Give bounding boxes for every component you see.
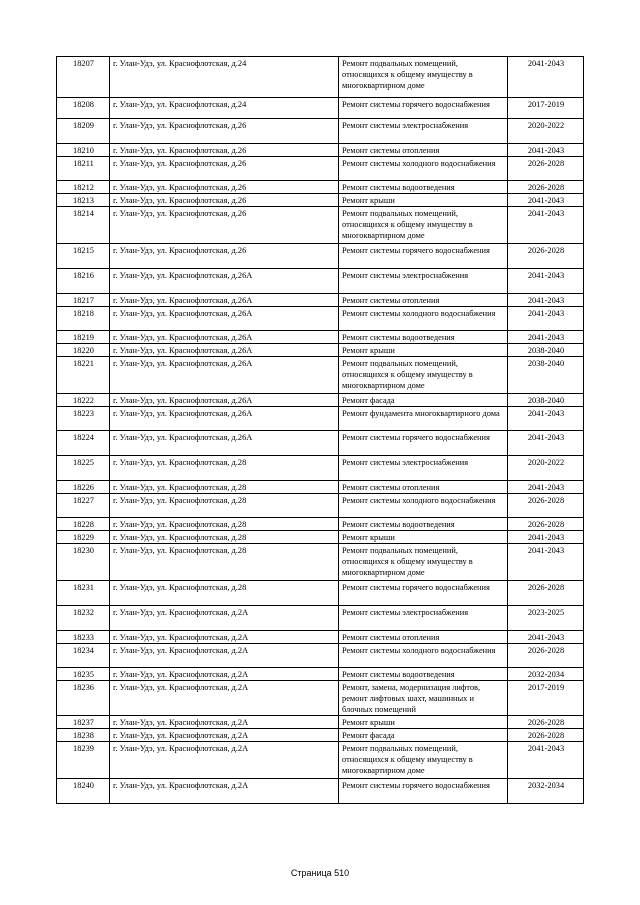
row-id-cell: 18225 (57, 456, 110, 481)
period-cell: 2017-2019 (508, 98, 584, 119)
row-id-cell: 18215 (57, 244, 110, 269)
table-row (57, 518, 584, 531)
work-type-cell: Ремонт крыши (339, 344, 508, 357)
work-type-cell: Ремонт системы горячего водоснабжения (339, 244, 508, 269)
row-id-cell: 18223 (57, 407, 110, 431)
table-row (57, 681, 584, 716)
table-row (57, 631, 584, 644)
table-row (57, 394, 584, 407)
table-row (57, 431, 584, 456)
row-id-cell: 18234 (57, 644, 110, 668)
table-row (57, 307, 584, 331)
period-cell: 2026-2028 (508, 181, 584, 194)
table-body (57, 57, 584, 804)
address-cell: г. Улан-Удэ, ул. Краснофлотская, д.26А (110, 431, 339, 456)
table-row (57, 779, 584, 804)
work-type-cell: Ремонт системы водоотведения (339, 331, 508, 344)
address-cell: г. Улан-Удэ, ул. Краснофлотская, д.28 (110, 544, 339, 581)
work-type-cell: Ремонт системы горячего водоснабжения (339, 581, 508, 606)
row-id-cell: 18219 (57, 331, 110, 344)
address-cell: г. Улан-Удэ, ул. Краснофлотская, д.24 (110, 98, 339, 119)
work-type-cell: Ремонт системы отопления (339, 294, 508, 307)
work-type-cell: Ремонт подвальных помещений, относящихся к общему имуществу в многоквартирном доме (339, 544, 508, 581)
table-row (57, 331, 584, 344)
table-row (57, 481, 584, 494)
table-row (57, 207, 584, 244)
table-row (57, 742, 584, 779)
table-row (57, 456, 584, 481)
address-cell: г. Улан-Удэ, ул. Краснофлотская, д.2А (110, 681, 339, 716)
work-type-cell: Ремонт системы отопления (339, 481, 508, 494)
row-id-cell: 18217 (57, 294, 110, 307)
work-type-cell: Ремонт системы горячего водоснабжения (339, 779, 508, 804)
work-type-cell: Ремонт подвальных помещений, относящихся к общему имуществу в многоквартирном доме (339, 357, 508, 394)
row-id-cell: 18214 (57, 207, 110, 244)
period-cell: 2041-2043 (508, 407, 584, 431)
work-type-cell: Ремонт системы электроснабжения (339, 119, 508, 144)
repair-schedule-table (56, 56, 584, 804)
row-id-cell: 18211 (57, 157, 110, 181)
table-row (57, 344, 584, 357)
table-row (57, 294, 584, 307)
address-cell: г. Улан-Удэ, ул. Краснофлотская, д.26А (110, 407, 339, 431)
address-cell: г. Улан-Удэ, ул. Краснофлотская, д.2А (110, 606, 339, 631)
work-type-cell: Ремонт крыши (339, 716, 508, 729)
work-type-cell: Ремонт подвальных помещений, относящихся к общему имуществу в многоквартирном доме (339, 207, 508, 244)
row-id-cell: 18227 (57, 494, 110, 518)
period-cell: 2038-2040 (508, 394, 584, 407)
row-id-cell: 18237 (57, 716, 110, 729)
period-cell: 2026-2028 (508, 581, 584, 606)
row-id-cell: 18216 (57, 269, 110, 294)
row-id-cell: 18239 (57, 742, 110, 779)
period-cell: 2041-2043 (508, 331, 584, 344)
table-row (57, 144, 584, 157)
work-type-cell: Ремонт системы горячего водоснабжения (339, 431, 508, 456)
period-cell: 2032-2034 (508, 779, 584, 804)
table-row (57, 531, 584, 544)
row-id-cell: 18208 (57, 98, 110, 119)
work-type-cell: Ремонт системы водоотведения (339, 668, 508, 681)
work-type-cell: Ремонт системы отопления (339, 144, 508, 157)
table-row (57, 194, 584, 207)
table-row (57, 644, 584, 668)
period-cell: 2017-2019 (508, 681, 584, 716)
address-cell: г. Улан-Удэ, ул. Краснофлотская, д.28 (110, 531, 339, 544)
address-cell: г. Улан-Удэ, ул. Краснофлотская, д.24 (110, 57, 339, 98)
row-id-cell: 18220 (57, 344, 110, 357)
period-cell: 2041-2043 (508, 544, 584, 581)
address-cell: г. Улан-Удэ, ул. Краснофлотская, д.26 (110, 244, 339, 269)
address-cell: г. Улан-Удэ, ул. Краснофлотская, д.26 (110, 194, 339, 207)
period-cell: 2020-2022 (508, 456, 584, 481)
row-id-cell: 18236 (57, 681, 110, 716)
period-cell: 2026-2028 (508, 518, 584, 531)
row-id-cell: 18230 (57, 544, 110, 581)
period-cell: 2026-2028 (508, 729, 584, 742)
work-type-cell: Ремонт фасада (339, 394, 508, 407)
address-cell: г. Улан-Удэ, ул. Краснофлотская, д.2А (110, 631, 339, 644)
period-cell: 2020-2022 (508, 119, 584, 144)
row-id-cell: 18209 (57, 119, 110, 144)
table-row (57, 244, 584, 269)
address-cell: г. Улан-Удэ, ул. Краснофлотская, д.26А (110, 331, 339, 344)
work-type-cell: Ремонт системы холодного водоснабжения (339, 494, 508, 518)
period-cell: 2041-2043 (508, 269, 584, 294)
work-type-cell: Ремонт системы холодного водоснабжения (339, 307, 508, 331)
address-cell: г. Улан-Удэ, ул. Краснофлотская, д.26А (110, 357, 339, 394)
period-cell: 2026-2028 (508, 157, 584, 181)
table-row (57, 581, 584, 606)
work-type-cell: Ремонт системы отопления (339, 631, 508, 644)
address-cell: г. Улан-Удэ, ул. Краснофлотская, д.2А (110, 779, 339, 804)
row-id-cell: 18238 (57, 729, 110, 742)
work-type-cell: Ремонт фасада (339, 729, 508, 742)
period-cell: 2023-2025 (508, 606, 584, 631)
address-cell: г. Улан-Удэ, ул. Краснофлотская, д.26 (110, 207, 339, 244)
row-id-cell: 18221 (57, 357, 110, 394)
address-cell: г. Улан-Удэ, ул. Краснофлотская, д.28 (110, 494, 339, 518)
work-type-cell: Ремонт крыши (339, 531, 508, 544)
row-id-cell: 18231 (57, 581, 110, 606)
work-type-cell: Ремонт подвальных помещений, относящихся к общему имуществу в многоквартирном доме (339, 742, 508, 779)
row-id-cell: 18213 (57, 194, 110, 207)
address-cell: г. Улан-Удэ, ул. Краснофлотская, д.26 (110, 157, 339, 181)
row-id-cell: 18224 (57, 431, 110, 456)
address-cell: г. Улан-Удэ, ул. Краснофлотская, д.28 (110, 581, 339, 606)
address-cell: г. Улан-Удэ, ул. Краснофлотская, д.26А (110, 294, 339, 307)
row-id-cell: 18207 (57, 57, 110, 98)
address-cell: г. Улан-Удэ, ул. Краснофлотская, д.28 (110, 481, 339, 494)
work-type-cell: Ремонт системы электроснабжения (339, 606, 508, 631)
table-row (57, 98, 584, 119)
row-id-cell: 18222 (57, 394, 110, 407)
row-id-cell: 18226 (57, 481, 110, 494)
table-row (57, 729, 584, 742)
period-cell: 2041-2043 (508, 144, 584, 157)
period-cell: 2041-2043 (508, 307, 584, 331)
work-type-cell: Ремонт системы водоотведения (339, 181, 508, 194)
table-row (57, 269, 584, 294)
work-type-cell: Ремонт системы холодного водоснабжения (339, 157, 508, 181)
table-row (57, 544, 584, 581)
period-cell: 2038-2040 (508, 357, 584, 394)
row-id-cell: 18210 (57, 144, 110, 157)
page-number: Страница 510 (290, 868, 350, 878)
table-row (57, 119, 584, 144)
address-cell: г. Улан-Удэ, ул. Краснофлотская, д.2А (110, 716, 339, 729)
period-cell: 2041-2043 (508, 631, 584, 644)
row-id-cell: 18229 (57, 531, 110, 544)
period-cell: 2026-2028 (508, 494, 584, 518)
address-cell: г. Улан-Удэ, ул. Краснофлотская, д.26А (110, 307, 339, 331)
work-type-cell: Ремонт крыши (339, 194, 508, 207)
address-cell: г. Улан-Удэ, ул. Краснофлотская, д.26А (110, 269, 339, 294)
table-row (57, 606, 584, 631)
address-cell: г. Улан-Удэ, ул. Краснофлотская, д.26А (110, 394, 339, 407)
table-row (57, 181, 584, 194)
row-id-cell: 18218 (57, 307, 110, 331)
address-cell: г. Улан-Удэ, ул. Краснофлотская, д.26 (110, 181, 339, 194)
address-cell: г. Улан-Удэ, ул. Краснофлотская, д.26А (110, 344, 339, 357)
period-cell: 2041-2043 (508, 194, 584, 207)
address-cell: г. Улан-Удэ, ул. Краснофлотская, д.2А (110, 729, 339, 742)
address-cell: г. Улан-Удэ, ул. Краснофлотская, д.2А (110, 742, 339, 779)
work-type-cell: Ремонт фундамента многоквартирного дома (339, 407, 508, 431)
period-cell: 2038-2040 (508, 344, 584, 357)
row-id-cell: 18240 (57, 779, 110, 804)
period-cell: 2041-2043 (508, 57, 584, 98)
row-id-cell: 18233 (57, 631, 110, 644)
work-type-cell: Ремонт системы водоотведения (339, 518, 508, 531)
address-cell: г. Улан-Удэ, ул. Краснофлотская, д.28 (110, 518, 339, 531)
row-id-cell: 18228 (57, 518, 110, 531)
period-cell: 2041-2043 (508, 742, 584, 779)
table-row (57, 668, 584, 681)
work-type-cell: Ремонт системы горячего водоснабжения (339, 98, 508, 119)
address-cell: г. Улан-Удэ, ул. Краснофлотская, д.28 (110, 456, 339, 481)
work-type-cell: Ремонт системы холодного водоснабжения (339, 644, 508, 668)
address-cell: г. Улан-Удэ, ул. Краснофлотская, д.26 (110, 144, 339, 157)
period-cell: 2041-2043 (508, 531, 584, 544)
row-id-cell: 18232 (57, 606, 110, 631)
work-type-cell: Ремонт системы электроснабжения (339, 269, 508, 294)
work-type-cell: Ремонт системы электроснабжения (339, 456, 508, 481)
table-row (57, 357, 584, 394)
table-row (57, 716, 584, 729)
table-row (57, 57, 584, 98)
period-cell: 2041-2043 (508, 207, 584, 244)
work-type-cell: Ремонт, замена, модернизация лифтов, ремонт лифтовых шахт, машинных и блочных помещений (339, 681, 508, 716)
period-cell: 2041-2043 (508, 431, 584, 456)
address-cell: г. Улан-Удэ, ул. Краснофлотская, д.26 (110, 119, 339, 144)
table-row (57, 157, 584, 181)
address-cell: г. Улан-Удэ, ул. Краснофлотская, д.2А (110, 668, 339, 681)
period-cell: 2041-2043 (508, 481, 584, 494)
period-cell: 2032-2034 (508, 668, 584, 681)
period-cell: 2026-2028 (508, 716, 584, 729)
period-cell: 2026-2028 (508, 644, 584, 668)
table-row (57, 407, 584, 431)
period-cell: 2026-2028 (508, 244, 584, 269)
period-cell: 2041-2043 (508, 294, 584, 307)
address-cell: г. Улан-Удэ, ул. Краснофлотская, д.2А (110, 644, 339, 668)
row-id-cell: 18212 (57, 181, 110, 194)
table-row (57, 494, 584, 518)
row-id-cell: 18235 (57, 668, 110, 681)
work-type-cell: Ремонт подвальных помещений, относящихся к общему имуществу в многоквартирном доме (339, 57, 508, 98)
